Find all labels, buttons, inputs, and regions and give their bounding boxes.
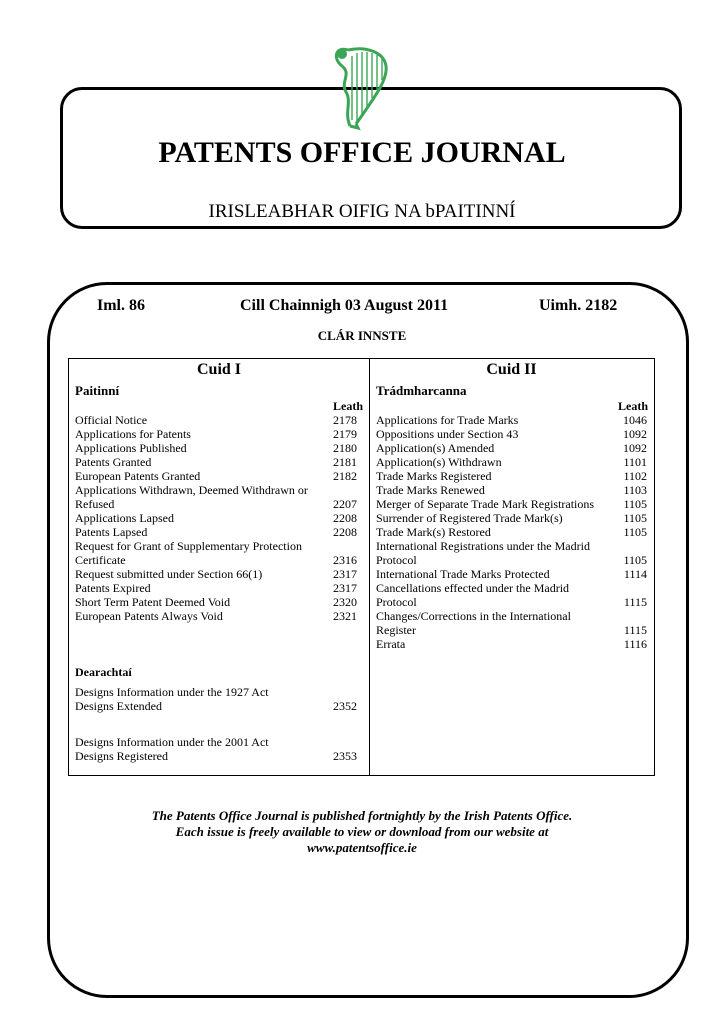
toc-entry-page: 2317 [333, 567, 357, 581]
toc-entry-label: International Registrations under the Madrid Protocol [376, 539, 590, 567]
toc-entry-page: 2179 [333, 427, 357, 441]
toc-entry [376, 455, 647, 469]
toc-entry [376, 483, 647, 497]
toc-entry [75, 699, 357, 713]
toc-entry-page: 2207 [333, 497, 357, 511]
footer-line-2: Each issue is freely available to view or download from our website at [175, 824, 549, 839]
toc-entry-label: Applications Published [75, 441, 187, 455]
toc-entry-label: Errata [376, 637, 406, 651]
patents-section-title: Paitinní [75, 383, 120, 398]
journal-subtitle: IRISLEABHAR OIFIG NA bPAITINNÍ [208, 201, 516, 222]
toc-entry [75, 483, 357, 511]
toc-entry-label: Applications Lapsed [75, 511, 174, 525]
toc-entry-label: Designs Extended [75, 699, 162, 713]
toc-entry-label: Patents Granted [75, 455, 152, 469]
toc-entry [376, 497, 647, 511]
toc-entry-label: Designs Information under the 2001 Act [75, 735, 269, 749]
toc-entry-label: Patents Expired [75, 581, 151, 595]
toc-entry-page: 2181 [333, 455, 357, 469]
patents-page-header: Leath [333, 399, 363, 413]
toc-entry-page: 2317 [333, 581, 357, 595]
toc-entry-label: International Trade Marks Protected [376, 567, 550, 581]
toc-entry-page: 2208 [333, 511, 357, 525]
toc-entry-page: 2353 [333, 749, 357, 763]
toc-entry [75, 595, 357, 609]
toc-entry [75, 441, 357, 455]
part2-heading: Cuid II [486, 361, 537, 378]
toc-entry-page: 1105 [623, 511, 647, 525]
toc-entry-page: 2180 [333, 441, 357, 455]
toc-entry-label: Trade Marks Registered [376, 469, 492, 483]
toc-entry-label: Surrender of Registered Trade Mark(s) [376, 511, 563, 525]
footer-website: www.patentsoffice.ie [307, 840, 417, 855]
table-of-contents [68, 358, 655, 776]
designs-1927-list [75, 685, 357, 713]
toc-entry [376, 581, 647, 609]
toc-entry-label: Designs Information under the 1927 Act [75, 685, 269, 699]
column-divider [369, 359, 370, 775]
toc-entry [376, 441, 647, 455]
toc-entry-page: 1114 [623, 567, 647, 581]
toc-entry-label: Trade Marks Renewed [376, 483, 485, 497]
toc-entry-label: Application(s) Amended [376, 441, 495, 455]
toc-entry-page: 1103 [623, 483, 647, 497]
toc-entry-page: 2321 [333, 609, 357, 623]
toc-entry [75, 581, 357, 595]
toc-entry-page: 1116 [623, 637, 647, 651]
toc-entry [376, 609, 647, 637]
toc-entry-page: 1115 [623, 623, 647, 637]
toc-entry-label: Cancellations effected under the Madrid Protocol [376, 581, 570, 609]
toc-entry [75, 609, 357, 623]
volume-number: Iml. 86 [97, 297, 145, 314]
toc-entry-label: Official Notice [75, 413, 148, 427]
toc-entry [376, 427, 647, 441]
toc-entry [75, 427, 357, 441]
toc-entry [75, 525, 357, 539]
toc-entry [376, 539, 647, 567]
part1-heading: Cuid I [196, 361, 242, 378]
toc-entry [376, 567, 647, 581]
toc-entry-page: 1102 [623, 469, 647, 483]
toc-entry-page: 2320 [333, 595, 357, 609]
toc-entry [376, 511, 647, 525]
toc-entry-page: 2352 [333, 699, 357, 713]
toc-entry-page: 2316 [333, 553, 357, 567]
toc-entry [75, 469, 357, 483]
toc-entry-label: Short Term Patent Deemed Void [75, 595, 231, 609]
toc-entry-page: 2182 [333, 469, 357, 483]
toc-entry-label: Applications Withdrawn, Deemed Withdrawn or Refused [75, 483, 308, 511]
toc-entry [376, 469, 647, 483]
toc-entry [75, 685, 357, 699]
journal-title: PATENTS OFFICE JOURNAL [158, 136, 566, 169]
harp-icon [326, 40, 396, 136]
designs-section-title: Dearachtaí [75, 665, 132, 679]
footer-note [0, 808, 724, 856]
toc-entry-label: Request for Grant of Supplementary Protection Certificate [75, 539, 302, 567]
toc-entry [75, 567, 357, 581]
toc-entry [75, 413, 357, 427]
toc-entry [75, 455, 357, 469]
toc-entry-label: Application(s) Withdrawn [376, 455, 502, 469]
toc-entry-label: European Patents Granted [75, 469, 201, 483]
toc-entry [75, 749, 357, 763]
toc-entry-label: Applications for Trade Marks [376, 413, 519, 427]
toc-entry [376, 525, 647, 539]
toc-entry-page: 1101 [623, 455, 647, 469]
toc-entry-page: 1092 [623, 441, 647, 455]
place-date: Cill Chainnigh 03 August 2011 [240, 297, 449, 314]
toc-entry [376, 413, 647, 427]
patents-list [75, 413, 357, 623]
toc-entry [75, 511, 357, 525]
contents-heading: CLÁR INNSTE [317, 328, 407, 343]
toc-entry-label: Patents Lapsed [75, 525, 148, 539]
toc-entry-label: Trade Mark(s) Restored [376, 525, 491, 539]
footer-line-1: The Patents Office Journal is published fortnightly by the Irish Patents Office. [151, 808, 573, 823]
toc-entry-page: 1092 [623, 427, 647, 441]
designs-2001-list [75, 735, 357, 763]
toc-entry-label: Applications for Patents [75, 427, 191, 441]
toc-entry [376, 637, 647, 651]
trademarks-list [376, 413, 647, 651]
trademarks-section-title: Trádmharcanna [376, 383, 467, 398]
toc-entry [75, 539, 357, 567]
toc-entry-label: Changes/Corrections in the International Register [376, 609, 571, 637]
trademarks-page-header: Leath [618, 399, 648, 413]
toc-entry-page: 1105 [623, 553, 647, 567]
toc-entry-page: 2208 [333, 525, 357, 539]
toc-entry-page: 2178 [333, 413, 357, 427]
toc-entry-label: European Patents Always Void [75, 609, 223, 623]
toc-entry-label: Oppositions under Section 43 [376, 427, 519, 441]
issue-number: Uimh. 2182 [539, 297, 618, 314]
toc-entry-label: Designs Registered [75, 749, 168, 763]
toc-entry-page: 1115 [623, 595, 647, 609]
toc-entry [75, 735, 357, 749]
toc-entry-page: 1046 [623, 413, 647, 427]
toc-entry-page: 1105 [623, 525, 647, 539]
toc-entry-page: 1105 [623, 497, 647, 511]
toc-entry-label: Merger of Separate Trade Mark Registrations [376, 497, 595, 511]
toc-entry-label: Request submitted under Section 66(1) [75, 567, 263, 581]
